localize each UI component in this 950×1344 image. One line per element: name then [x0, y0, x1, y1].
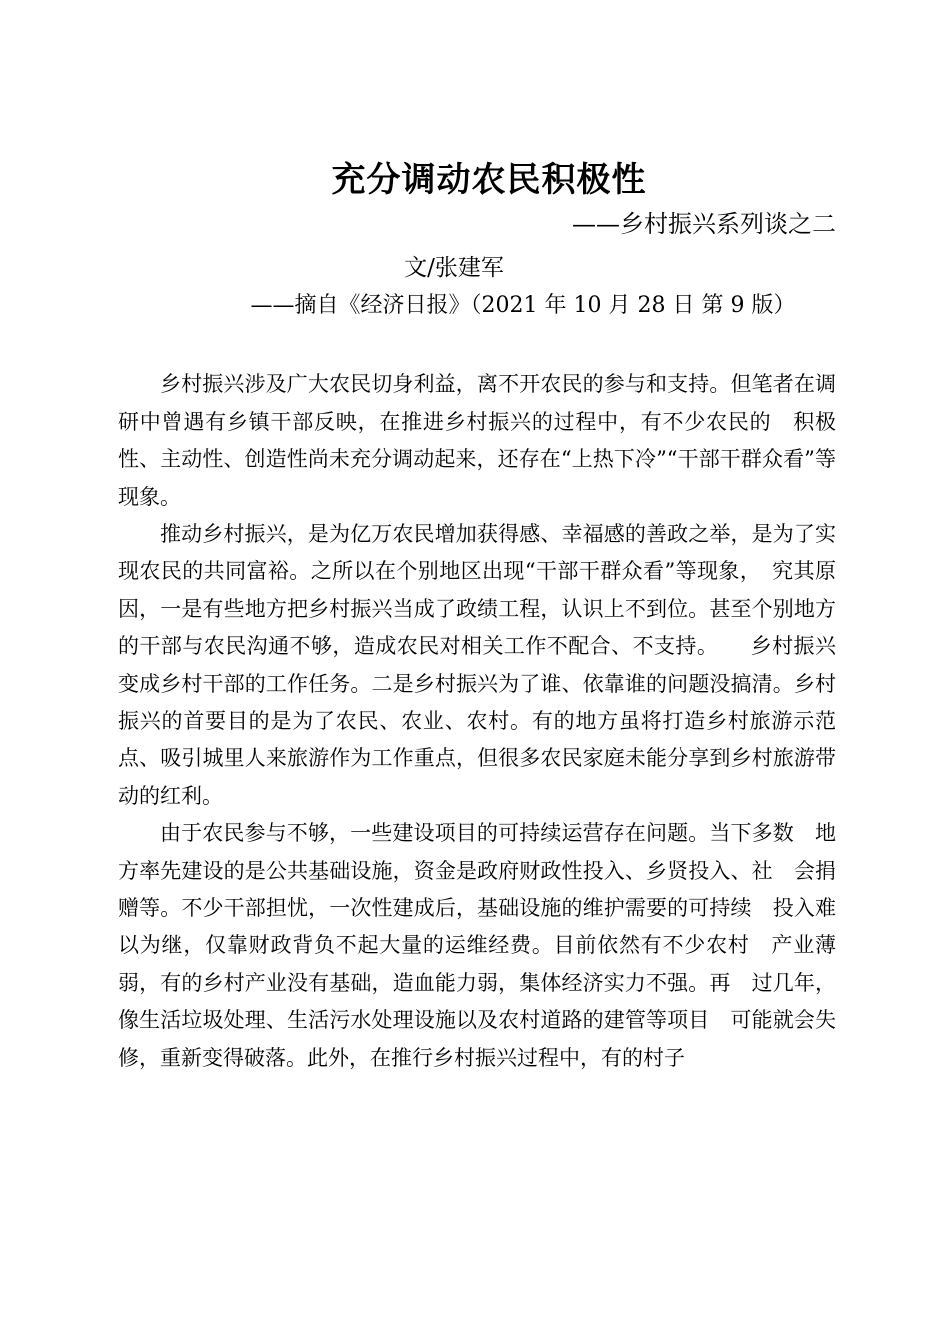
paragraph-3: 由于农民参与不够，一些建设项目的可持续运营存在问题。当下多数 地方率先建设的是公共基础设施，资金是政府财政性投入、乡贤投入、社 会捐赠等。不少干部担忧，一次性建成后，基础设施的维护需要的可持续 投入难以为继，仅靠财政背负不起大量的运维经费。目前依然有不少农村 产业薄弱，有的乡村产业没有基础，造血能力弱，集体经济实力不强。再 过几年，像生活垃圾处理、生活污水处理设施以及农村道路的建管等项目 可能就会失修，重新变得破落。此外，在推行乡村振兴过程中，有的村子 [118, 821, 836, 1070]
document-source: ——摘自《经济日报》（2021 年 10 月 28 日 第 9 版） [250, 292, 796, 318]
document-byline: 文/张建军 [404, 254, 504, 281]
paragraph-1: 乡村振兴涉及广大农民切身利益，离不开农民的参与和支持。但笔者在调研中曾遇有乡镇干部反映，在推进乡村振兴的过程中，有不少农民的 积极性、主动性、创造性尚未充分调动起来，还存在“上热下冷”“干部干群众看”等现象。 [118, 372, 836, 509]
document-subtitle: ——乡村振兴系列谈之二 [572, 209, 836, 238]
document-body [118, 366, 836, 1077]
paragraph-2: 推动乡村振兴，是为亿万农民增加获得感、幸福感的善政之举，是为了实现农民的共同富裕。之所以在个别地区出现“干部干群众看”等现象， 究其原因，一是有些地方把乡村振兴当成了政绩工程，认识上不到位。甚至个别地方的干部与农民沟通不够，造成农民对相关工作不配合、不支持。 乡村振兴变成乡村干部的工作任务。二是乡村振兴为了谁、依靠谁的问题没搞清。乡村振兴的首要目的是为了农民、农业、农村。有的地方虽将打造乡村旅游示范点、吸引城里人来旅游作为工作重点，但很多农民家庭未能分享到乡村旅游带动的红利。 [118, 522, 836, 808]
document-title: 充分调动农民积极性 [331, 160, 647, 200]
